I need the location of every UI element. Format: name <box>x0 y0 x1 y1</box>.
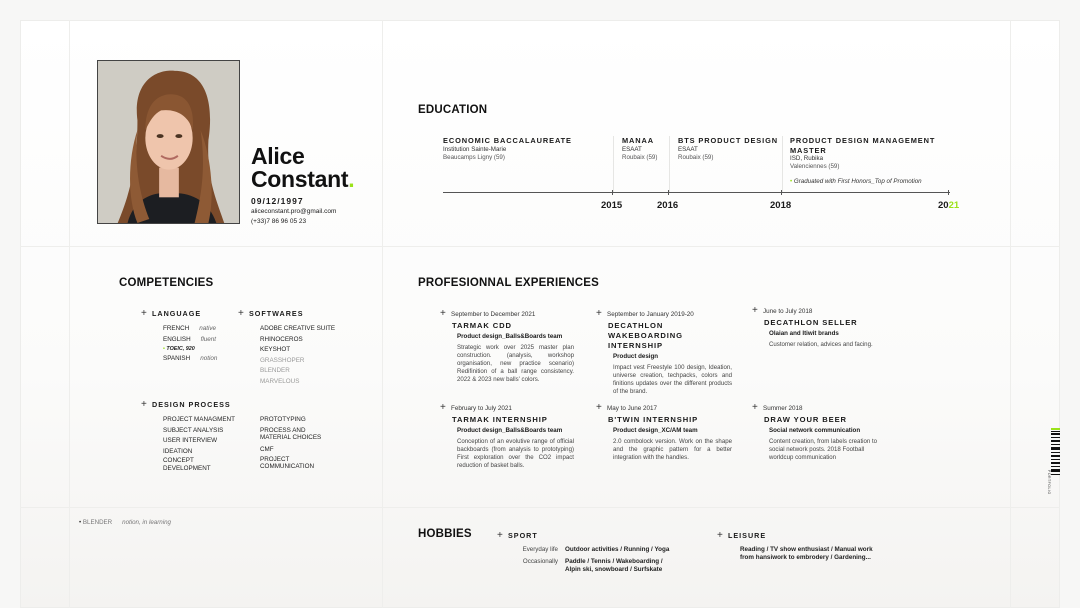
process-item: IDEATION <box>163 447 193 455</box>
plus-icon: + <box>141 399 148 410</box>
experience-team: Product design_XC/AM team <box>613 427 698 434</box>
language-name: FRENCH <box>163 325 190 332</box>
language-item <box>163 335 238 346</box>
language-name: SPANISH <box>163 355 191 362</box>
experience-date-text: Summer 2018 <box>763 405 803 412</box>
accent-mark: • <box>163 346 165 352</box>
process-item: SUBJECT ANALYSIS <box>163 426 224 434</box>
plus-icon: + <box>596 308 602 319</box>
plus-icon: + <box>752 305 758 316</box>
timeline-year <box>938 200 959 211</box>
sport-row-label: Occasionally <box>522 558 558 565</box>
process-item: USER INTERVIEW <box>163 437 218 444</box>
name-accent-dot: . <box>348 166 355 192</box>
software-list <box>260 324 360 387</box>
experience-date <box>752 402 886 413</box>
experience-title: TARMAK CDD <box>452 321 512 330</box>
language-level: notion <box>200 355 218 362</box>
sport-row-label: Everyday life <box>522 546 558 553</box>
education-place: Valenciennes (59) <box>790 163 840 170</box>
software-item: KEYSHOT <box>260 346 291 353</box>
leisure-heading-text: LEISURE <box>728 531 767 540</box>
plus-icon: + <box>238 308 245 319</box>
education-school: Institution Sainte-Marie <box>443 145 507 153</box>
education-entry-title: MANAA <box>622 136 655 145</box>
education-entry-title: PRODUCT DESIGN MANAGEMENT MASTER <box>790 136 936 155</box>
accent-mark: • <box>790 178 793 185</box>
sport-heading-text: SPORT <box>508 531 538 540</box>
sport-row-value: Outdoor activities / Running / Yoga <box>565 546 670 553</box>
softwares-heading <box>238 308 304 319</box>
plus-icon: + <box>440 402 446 413</box>
software-item: RHINOCEROS <box>260 335 303 343</box>
education-entry-title: BTS PRODUCT DESIGN <box>678 136 778 145</box>
grid-line <box>20 246 1060 247</box>
education-entry <box>622 136 667 162</box>
language-level: fluent <box>200 335 217 343</box>
experience-description: Conception of an evolutive range of official backboards (from analysis to prototyping) First exploration over the CO2 impact reduction of basket balls. <box>457 438 574 469</box>
footnote-mark: • <box>79 519 82 526</box>
experience-date <box>440 402 574 413</box>
experience-card <box>752 305 886 349</box>
education-honors <box>790 178 950 186</box>
experience-card <box>752 402 886 462</box>
experience-description: Impact vest Freestyle 100 design, Ideation, universe creation, techpacks, colors and finitions updates over the different products of the brand. <box>613 364 732 395</box>
language-item <box>163 324 238 335</box>
education-school: ISD, Rubika <box>790 155 824 162</box>
experience-team: Olaian and Itiwit brands <box>769 330 839 337</box>
process-item: CONCEPT DEVELOPMENT <box>163 457 211 472</box>
experience-card <box>440 402 574 470</box>
plus-icon: + <box>141 308 148 319</box>
experience-title: DECATHLON SELLER <box>764 318 858 327</box>
portfolio-label <box>1047 470 1051 482</box>
experience-team: Product design_Balls&Boards team <box>457 333 563 340</box>
experience-date <box>440 308 574 319</box>
language-item <box>163 354 238 365</box>
sport-row-value: Paddle / Tennis / Wakeboarding / Alpin ski, snowboard / Surfskate <box>565 558 663 573</box>
grid-line <box>1010 20 1011 608</box>
education-entry <box>443 136 608 162</box>
design-process-heading-text: DESIGN PROCESS <box>152 400 231 409</box>
experience-title: DECATHLON WAKEBOARDING INTERNSHIP <box>608 321 683 350</box>
education-place: Roubaix (59) <box>678 153 714 161</box>
language-heading-text: LANGUAGE <box>152 309 202 318</box>
education-entry <box>790 136 950 186</box>
experience-card <box>596 308 732 396</box>
plus-icon: + <box>752 402 758 413</box>
experience-team: Product design <box>613 353 659 360</box>
last-name-text: Constant <box>251 166 349 192</box>
experience-date <box>596 402 732 413</box>
experience-card <box>440 308 574 384</box>
profile-photo <box>97 60 240 224</box>
education-place: Roubaix (59) <box>622 153 658 161</box>
toeic-text: TOEIC, 920 <box>166 346 195 352</box>
design-process-heading <box>141 399 231 410</box>
software-item: ADOBE CREATIVE SUITE <box>260 325 336 332</box>
timeline-tick <box>668 190 669 195</box>
education-place: Beaucamps Ligny (59) <box>443 153 505 161</box>
experience-date <box>596 308 732 319</box>
plus-icon: + <box>717 530 724 541</box>
footnote-name: BLENDER <box>82 519 113 526</box>
footnote-note: notion, in learning <box>122 519 171 526</box>
plus-icon: + <box>440 308 446 319</box>
education-school: ESAAT <box>678 145 698 153</box>
experience-team: Product design_Balls&Boards team <box>457 427 563 434</box>
competencies-title: COMPETENCIES <box>119 277 214 289</box>
experience-description: Strategic work over 2025 master plan construction. (analysis, workshop organisation, new practice scenario) Redifinition of a ball range consistency. 2022 & 2023 new balls' colors. <box>457 344 574 383</box>
first-name: Alice <box>251 143 305 169</box>
sport-heading <box>497 530 538 541</box>
experience-title: TARMAK INTERNSHIP <box>452 415 548 424</box>
timeline-year: 2018 <box>770 200 792 211</box>
process-item: PROTOTYPING <box>260 416 306 423</box>
experience-date-text: May to June 2017 <box>607 405 658 412</box>
software-item-muted: MARVELOUS <box>260 377 300 385</box>
education-school: ESAAT <box>622 145 642 153</box>
design-process-list <box>163 415 243 473</box>
last-name <box>251 168 354 191</box>
timeline-tick <box>948 190 949 195</box>
experience-description: Customer relation, advices and facing. <box>769 341 873 348</box>
timeline-year: 2016 <box>657 200 679 211</box>
experience-title: B'TWIN INTERNSHIP <box>608 415 699 424</box>
footnote <box>79 519 171 526</box>
softwares-heading-text: SOFTWARES <box>249 309 304 318</box>
experience-description: Content creation, from labels creation to social network posts. 2018 Football worldcup communication <box>769 438 878 461</box>
email[interactable]: aliceconstant.pro@gmail.com <box>251 208 337 215</box>
education-entry <box>678 136 783 162</box>
timeline-year: 2015 <box>601 200 623 211</box>
toeic-score <box>163 345 238 354</box>
process-item: PROJECT MANAGMENT <box>163 416 235 423</box>
leisure-text: Reading / TV show enthusiast / Manual work from hansiwork to embrodery / Gardening... <box>740 546 873 561</box>
portfolio-barcode[interactable] <box>1051 428 1060 476</box>
date-of-birth: 09/12/1997 <box>251 196 304 206</box>
year-part: 20 <box>938 200 949 211</box>
plus-icon: + <box>596 402 602 413</box>
experience-date <box>752 305 886 316</box>
grid-line <box>69 20 70 608</box>
honors-text: Graduated with First Honors_Top of Promotion <box>793 178 922 185</box>
plus-icon: + <box>497 530 504 541</box>
education-entry-title: ECONOMIC BACCALAUREATE <box>443 136 572 145</box>
experience-date-text: September to December 2021 <box>451 311 536 318</box>
experience-team: Social network communication <box>769 427 861 434</box>
process-item: PROCESS AND MATERIAL CHOICES <box>260 426 322 442</box>
timeline-tick <box>781 190 782 195</box>
process-item: PROJECT COMMUNICATION <box>260 455 315 471</box>
grid-line <box>20 507 1060 508</box>
language-name: ENGLISH <box>163 335 191 343</box>
experiences-title: PROFESIONNAL EXPERIENCES <box>418 277 599 289</box>
experience-title: DRAW YOUR BEER <box>764 415 847 424</box>
experience-date-text: June to July 2018 <box>763 308 813 315</box>
phone[interactable]: (+33)7 86 96 05 23 <box>251 218 307 225</box>
software-item-muted: BLENDER <box>260 367 290 374</box>
experience-card <box>596 402 732 462</box>
timeline-axis <box>443 192 950 193</box>
experience-date-text: February to July 2021 <box>451 405 512 412</box>
experience-date-text: September to January 2019-20 <box>607 311 694 318</box>
design-process-list <box>260 415 330 471</box>
experience-description: 2.0 combolock version. Work on the shape and the graphic pattern for a better integration with the handles. <box>613 438 732 461</box>
software-item-muted: GRASSHOPER <box>260 356 305 364</box>
leisure-heading <box>717 530 766 541</box>
language-level: native <box>199 325 217 332</box>
year-part-accent: 21 <box>948 200 960 211</box>
timeline-tick <box>612 190 613 195</box>
grid-line <box>382 20 383 608</box>
language-heading <box>141 308 201 319</box>
language-list <box>163 324 238 365</box>
education-title: EDUCATION <box>418 104 488 116</box>
hobbies-title: HOBBIES <box>418 528 472 540</box>
process-item: CMF <box>260 446 274 454</box>
